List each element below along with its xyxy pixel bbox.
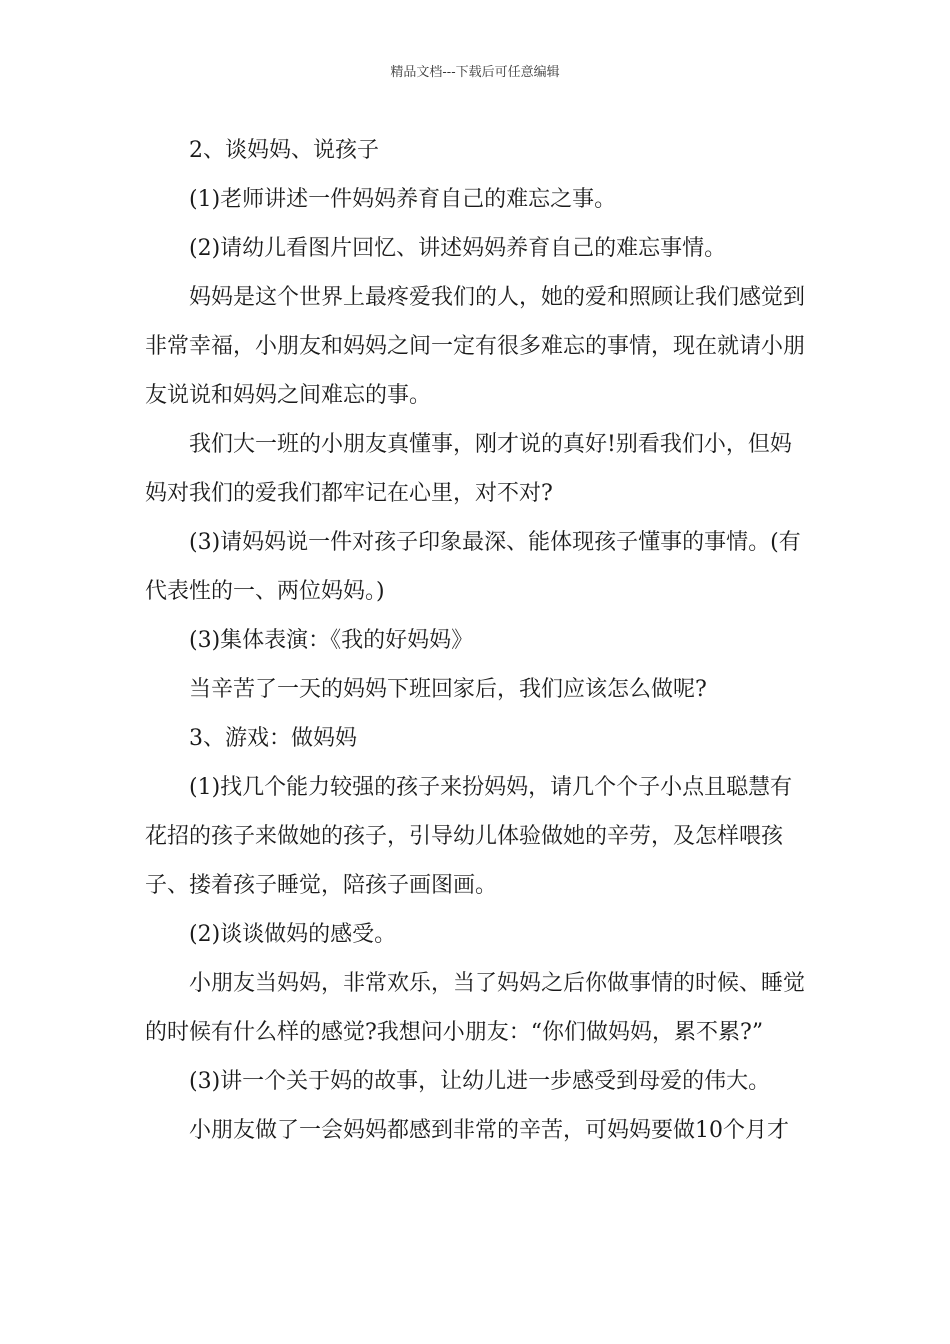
section-heading: 2、谈妈妈、说孩子 bbox=[189, 138, 379, 163]
paragraph: (2)请幼儿看图片回忆、讲述妈妈养育自己的难忘事情。 bbox=[189, 236, 727, 261]
paragraph: 我们大一班的小朋友真懂事，刚才说的真好!别看我们小，但妈妈对我们的爱我们都牢记在心里，对不对? bbox=[145, 432, 792, 506]
paragraph: 小朋友做了一会妈妈都感到非常的辛苦，可妈妈要做10个月才 bbox=[189, 1118, 789, 1143]
paragraph: 当辛苦了一天的妈妈下班回家后，我们应该怎么做呢? bbox=[189, 677, 707, 702]
paragraph: (2)谈谈做妈的感受。 bbox=[189, 922, 397, 947]
paragraph: (3)集体表演：《我的好妈妈》 bbox=[189, 628, 474, 653]
document-body bbox=[145, 126, 805, 1155]
paragraph: (3)请妈妈说一件对孩子印象最深、能体现孩子懂事的事情。(有代表性的一、两位妈妈。) bbox=[145, 530, 801, 604]
paragraph: (1)找几个能力较强的孩子来扮妈妈，请几个个子小点且聪慧有花招的孩子来做她的孩子，引导幼儿体验做她的辛劳，及怎样喂孩子、搂着孩子睡觉，陪孩子画图画。 bbox=[145, 775, 793, 898]
paragraph: (1)老师讲述一件妈妈养育自己的难忘之事。 bbox=[189, 187, 617, 212]
paragraph: 小朋友当妈妈，非常欢乐，当了妈妈之后你做事情的时候、睡觉的时候有什么样的感觉?我想问小朋友：“你们做妈妈，累不累?” bbox=[145, 971, 806, 1045]
paragraph: 妈妈是这个世界上最疼爱我们的人，她的爱和照顾让我们感觉到非常幸福，小朋友和妈妈之间一定有很多难忘的事情，现在就请小朋友说说和妈妈之间难忘的事。 bbox=[145, 285, 806, 408]
section-heading: 3、游戏：做妈妈 bbox=[189, 726, 357, 751]
paragraph: (3)讲一个关于妈的故事，让幼儿进一步感受到母爱的伟大。 bbox=[189, 1069, 771, 1094]
page-header: 精品文档---下载后可任意编辑 bbox=[390, 65, 560, 80]
